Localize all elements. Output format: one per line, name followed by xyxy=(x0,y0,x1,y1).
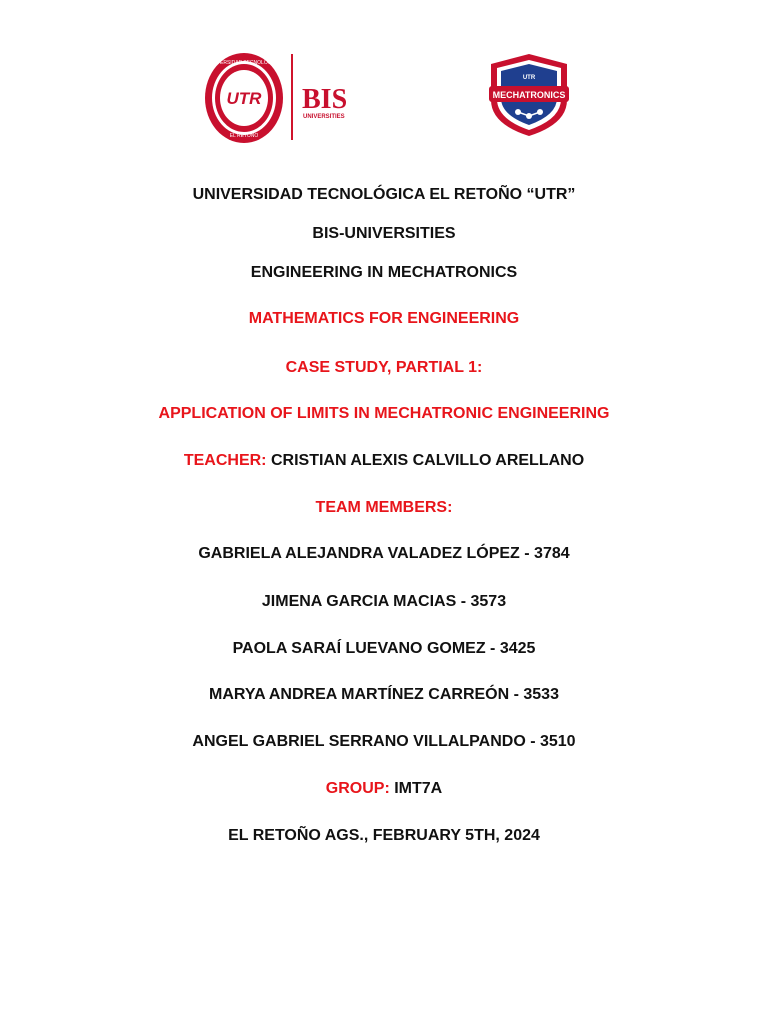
team-members-label: TEAM MEMBERS: xyxy=(315,499,453,516)
utr-ring-text-top: UNIVERSIDAD TECNOLÓGICA xyxy=(208,60,280,66)
group-label: GROUP: xyxy=(325,780,390,797)
subject-name: MATHEMATICS FOR ENGINEERING xyxy=(248,310,520,327)
institution-name: BIS-UNIVERSITIES xyxy=(312,225,456,242)
program-name: ENGINEERING IN MECHATRONICS xyxy=(250,264,518,281)
group-line xyxy=(0,780,768,798)
team-member: GABRIELA ALEJANDRA VALADEZ LÓPEZ - 3784 xyxy=(198,545,570,562)
mechatronics-banner-text: MECHATRONICS xyxy=(492,90,566,100)
header-logos xyxy=(0,40,768,150)
logo-divider xyxy=(291,54,293,140)
mechatronics-shield-icon xyxy=(486,52,572,138)
assignment-label: CASE STUDY, PARTIAL 1: xyxy=(285,359,483,376)
team-member: MARYA ANDREA MARTÍNEZ CARREÓN - 3533 xyxy=(209,686,559,703)
bis-subtitle: UNIVERSITIES xyxy=(303,114,345,120)
place-and-date: EL RETOÑO AGS., FEBRUARY 5TH, 2024 xyxy=(228,827,540,844)
mechatronics-top-letters: UTR xyxy=(522,75,536,81)
university-name: UNIVERSIDAD TECNOLÓGICA EL RETOÑO “UTR” xyxy=(192,186,576,203)
utr-seal-icon xyxy=(204,52,284,144)
teacher-label: TEACHER: xyxy=(183,452,267,469)
teacher-name: CRISTIAN ALEXIS CALVILLO ARELLANO xyxy=(270,452,585,469)
bis-universities-logo-icon xyxy=(300,80,356,122)
bis-wordmark: BIS xyxy=(302,84,348,115)
team-member: ANGEL GABRIEL SERRANO VILLALPANDO - 3510 xyxy=(192,733,576,750)
utr-ring-text-bottom: EL RETOÑO xyxy=(229,133,259,139)
teacher-line xyxy=(0,452,768,470)
group-value: IMT7A xyxy=(394,780,443,797)
team-member: PAOLA SARAÍ LUEVANO GOMEZ - 3425 xyxy=(232,640,536,657)
document-title: APPLICATION OF LIMITS IN MECHATRONIC ENGINEERING xyxy=(158,405,610,422)
team-member: JIMENA GARCIA MACIAS - 3573 xyxy=(261,593,507,610)
utr-monogram: UTR xyxy=(226,89,262,108)
